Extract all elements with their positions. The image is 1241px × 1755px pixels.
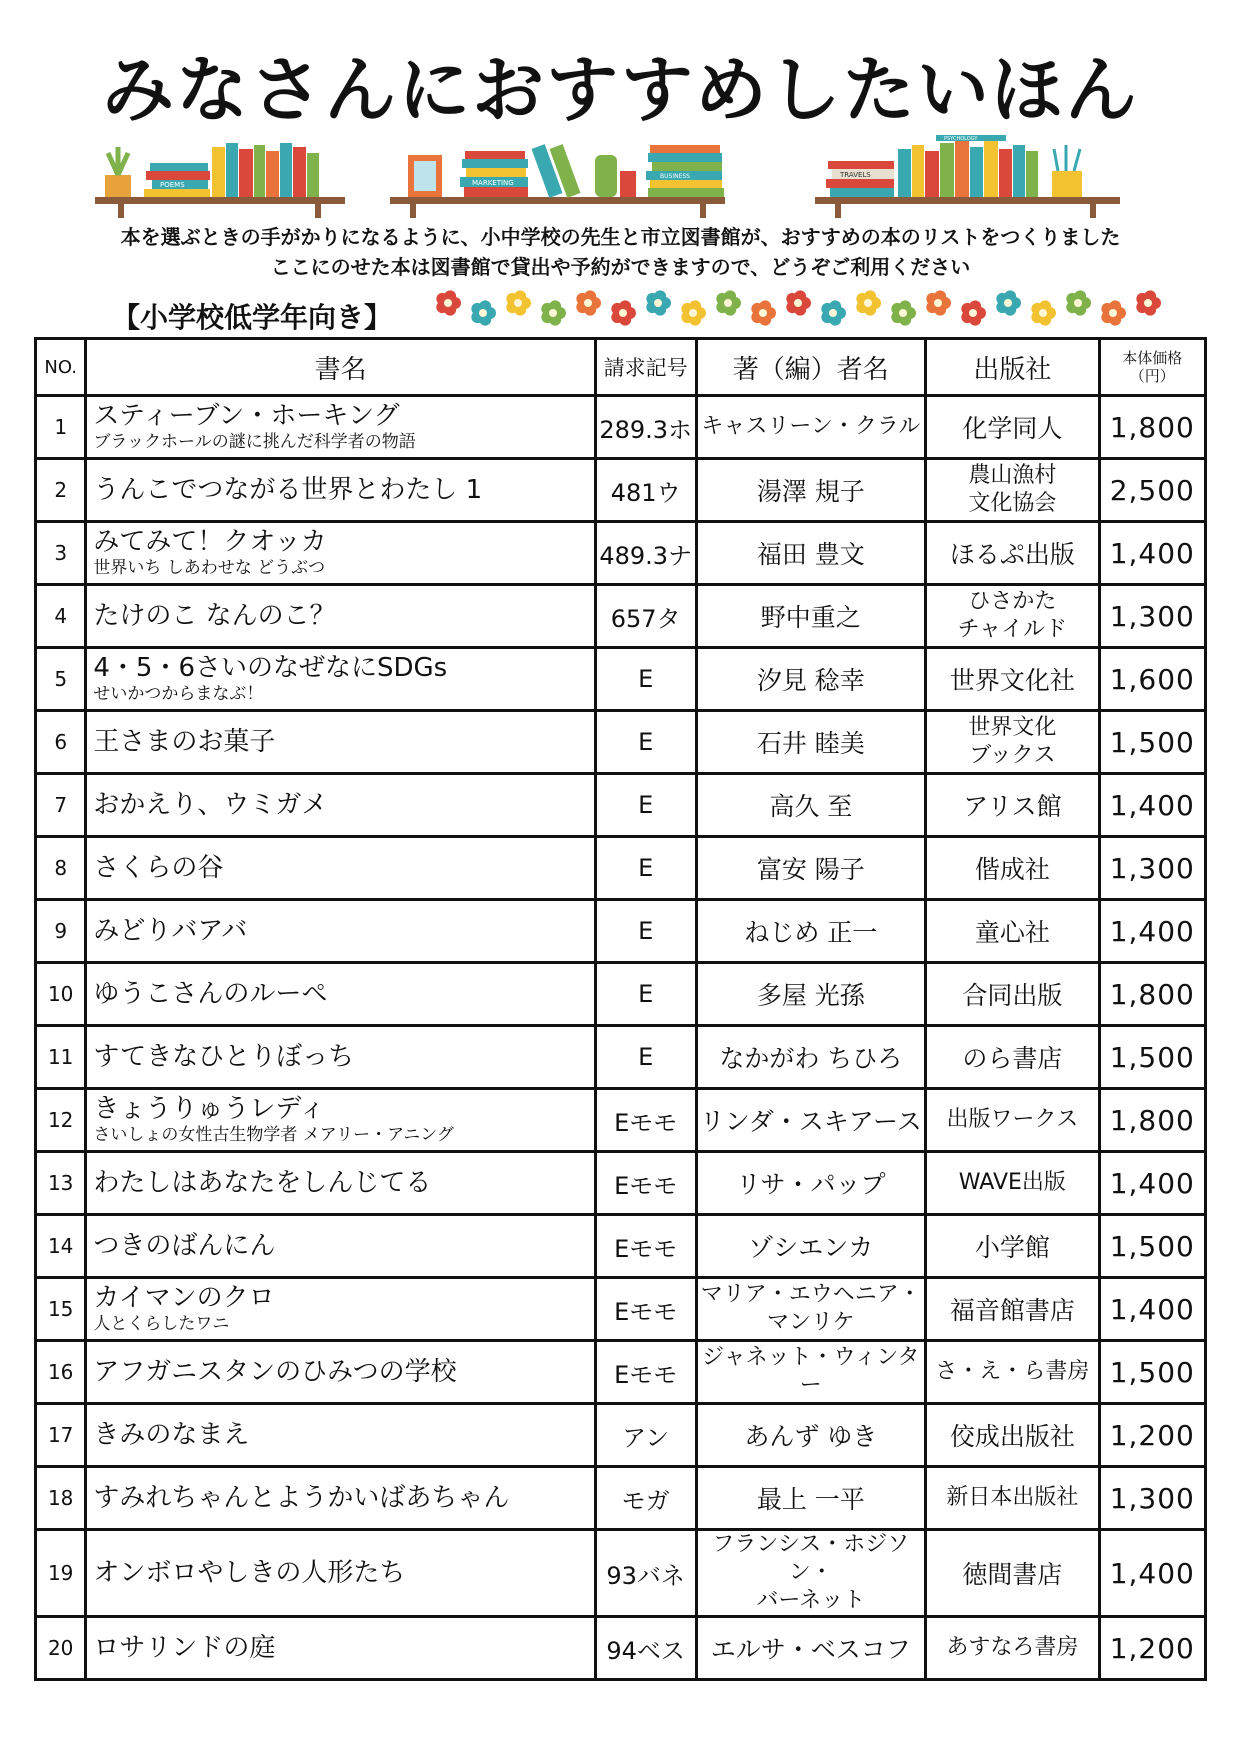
flower-icon	[786, 290, 811, 315]
author-cell	[696, 1404, 926, 1467]
author-name: マリア・エウヘニア・	[700, 1282, 921, 1307]
call-number: アン	[595, 1404, 696, 1467]
book-title: きみのなまえ	[93, 1420, 250, 1450]
header-publisher: 出版社	[926, 339, 1100, 396]
flower-icon	[436, 290, 461, 315]
row-number: 12	[36, 1089, 86, 1152]
shelf-label-business: BUSINESS	[660, 173, 690, 180]
publisher-name: WAVE出版	[958, 1170, 1066, 1195]
book-list-table	[34, 337, 1207, 1681]
publisher-cell	[926, 1617, 1100, 1680]
header-price-line1: 本体価格	[1122, 349, 1183, 367]
table-row	[36, 459, 1206, 522]
price: 1,200	[1099, 1617, 1205, 1680]
price: 1,800	[1099, 963, 1205, 1026]
author-name: 最上 一平	[756, 1485, 865, 1514]
table-row	[36, 1617, 1206, 1680]
author-name: 多屋 光孫	[756, 981, 865, 1010]
price: 1,300	[1099, 585, 1205, 648]
publisher-name: 合同出版	[962, 981, 1063, 1010]
intro-line-1: 本を選ぶときの手がかりになるように、小中学校の先生と市立図書館が、おすすめの本のリストをつくりました	[120, 225, 1121, 249]
title-cell	[86, 837, 595, 900]
table-row	[36, 1404, 1206, 1467]
author-name: キャスリーン・クラル	[701, 414, 921, 439]
publisher-name: 偕成社	[974, 855, 1050, 884]
publisher-name: ひさかた	[968, 589, 1057, 614]
author-cell	[696, 837, 926, 900]
publisher-cell	[926, 522, 1100, 585]
table-row	[36, 1089, 1206, 1152]
row-number: 16	[36, 1341, 86, 1404]
table-row	[36, 1341, 1206, 1404]
flower-icon	[1136, 290, 1161, 315]
table-row	[36, 1215, 1206, 1278]
table-row	[36, 1467, 1206, 1530]
publisher-cell	[926, 459, 1100, 522]
author-cell	[696, 1026, 926, 1089]
publisher-name: 世界文化社	[949, 666, 1075, 695]
header-price	[1099, 339, 1205, 396]
publisher-name-line2: ブックス	[969, 743, 1056, 768]
publisher-name: あすなろ書房	[946, 1635, 1079, 1660]
call-number: 93バネ	[595, 1530, 696, 1617]
flower-icon	[926, 290, 951, 315]
title-cell	[86, 711, 595, 774]
author-name: 汐見 稔幸	[756, 666, 865, 695]
table-row	[36, 711, 1206, 774]
book-title: すてきなひとりぼっち	[93, 1042, 355, 1072]
table-row	[36, 585, 1206, 648]
call-number: 481ウ	[595, 459, 696, 522]
book-title: きょうりゅうレディ	[93, 1094, 326, 1124]
author-name: ねじめ 正一	[744, 918, 878, 947]
call-number: 289.3ホ	[595, 396, 696, 459]
page-title: みなさんにおすすめしたいほん	[102, 48, 1139, 132]
flower-icon	[1101, 300, 1126, 325]
title-cell	[86, 1341, 595, 1404]
publisher-name: 出版ワークス	[946, 1107, 1079, 1132]
publisher-cell	[926, 1026, 1100, 1089]
intro-line-2: ここにのせた本は図書館で貸出や予約ができますので、どうぞご利用ください	[270, 255, 971, 279]
table-row	[36, 1152, 1206, 1215]
author-name-line2: バーネット	[756, 1588, 866, 1613]
publisher-name: さ・え・ら書房	[935, 1359, 1090, 1384]
call-number: Eモモ	[595, 1089, 696, 1152]
publisher-cell	[926, 648, 1100, 711]
intro-text	[0, 222, 1241, 282]
flower-icon	[751, 300, 776, 325]
flower-icon	[576, 290, 601, 315]
shelf-label-marketing: MARKETING	[472, 179, 514, 187]
price: 1,600	[1099, 648, 1205, 711]
call-number: Eモモ	[595, 1278, 696, 1341]
price: 1,500	[1099, 1215, 1205, 1278]
price: 1,800	[1099, 1089, 1205, 1152]
author-name: 高久 至	[769, 792, 853, 821]
publisher-cell	[926, 1278, 1100, 1341]
title-cell	[86, 1404, 595, 1467]
publisher-cell	[926, 963, 1100, 1026]
flower-icon	[541, 300, 566, 325]
publisher-cell	[926, 1530, 1100, 1617]
title-cell	[86, 1467, 595, 1530]
publisher-cell	[926, 900, 1100, 963]
publisher-cell	[926, 1467, 1100, 1530]
flower-icon	[891, 300, 916, 325]
flower-icon	[856, 290, 881, 315]
table-row	[36, 396, 1206, 459]
row-number: 8	[36, 837, 86, 900]
publisher-cell	[926, 774, 1100, 837]
author-name: リンダ・スキアース	[699, 1107, 922, 1136]
author-cell	[696, 522, 926, 585]
author-cell	[696, 1278, 926, 1341]
flower-icon	[1066, 290, 1091, 315]
publisher-cell	[926, 1152, 1100, 1215]
publisher-name: 新日本出版社	[946, 1485, 1079, 1510]
price: 2,500	[1099, 459, 1205, 522]
call-number: E	[595, 774, 696, 837]
book-title: うんこでつながる世界とわたし 1	[93, 475, 483, 505]
book-title: つきのばんにん	[93, 1231, 276, 1261]
row-number: 13	[36, 1152, 86, 1215]
table-row	[36, 1530, 1206, 1617]
row-number: 19	[36, 1530, 86, 1617]
bookshelf-illustration	[0, 135, 1241, 220]
table-row	[36, 648, 1206, 711]
book-title: みどりバアバ	[93, 916, 248, 946]
author-cell	[696, 1152, 926, 1215]
row-number: 11	[36, 1026, 86, 1089]
row-number: 6	[36, 711, 86, 774]
price: 1,500	[1099, 711, 1205, 774]
author-cell	[696, 711, 926, 774]
table-row	[36, 963, 1206, 1026]
header-author: 著（編）者名	[696, 339, 926, 396]
table-row	[36, 900, 1206, 963]
book-title: たけのこ なんのこ？	[93, 601, 336, 631]
title-cell	[86, 459, 595, 522]
book-title: わたしはあなたをしんじてる	[93, 1168, 432, 1198]
author-name: なかがわ ちひろ	[719, 1044, 903, 1073]
publisher-cell	[926, 1089, 1100, 1152]
header-call-number: 請求記号	[595, 339, 696, 396]
publisher-name: 佼成出版社	[949, 1422, 1075, 1451]
call-number: E	[595, 900, 696, 963]
price: 1,400	[1099, 900, 1205, 963]
shelf-label-poems: POEMS	[160, 181, 185, 189]
author-cell	[696, 1089, 926, 1152]
row-number: 10	[36, 963, 86, 1026]
call-number: Eモモ	[595, 1152, 696, 1215]
call-number: 94ベス	[595, 1617, 696, 1680]
author-name: 石井 睦美	[756, 729, 865, 758]
author-name: リサ・パップ	[736, 1170, 886, 1199]
publisher-name: 徳間書店	[962, 1560, 1063, 1589]
book-title: さくらの谷	[93, 853, 224, 883]
author-name: あんず ゆき	[744, 1422, 878, 1451]
title-cell	[86, 585, 595, 648]
book-title: スティーブン・ホーキング	[93, 401, 400, 431]
book-title: カイマンのクロ	[93, 1283, 275, 1313]
title-cell	[86, 522, 595, 585]
price: 1,400	[1099, 1530, 1205, 1617]
flower-decoration	[430, 285, 1190, 333]
author-cell	[696, 1617, 926, 1680]
book-subtitle: せいかつからまなぶ！	[93, 684, 264, 704]
publisher-cell	[926, 585, 1100, 648]
flower-icon	[611, 300, 636, 325]
publisher-cell	[926, 711, 1100, 774]
price: 1,200	[1099, 1404, 1205, 1467]
title-cell	[86, 900, 595, 963]
book-subtitle: 人とくらしたワニ	[93, 1314, 230, 1334]
row-number: 2	[36, 459, 86, 522]
publisher-name: ほるぷ出版	[949, 540, 1075, 569]
publisher-name: 農山漁村	[968, 463, 1057, 488]
publisher-name-line2: チャイルド	[957, 617, 1067, 642]
book-subtitle: さいしょの女性古生物学者 メアリー・アニング	[93, 1125, 454, 1145]
price: 1,400	[1099, 1278, 1205, 1341]
row-number: 4	[36, 585, 86, 648]
book-title: オンボロやしきの人形たち	[93, 1558, 406, 1588]
price: 1,800	[1099, 396, 1205, 459]
price: 1,500	[1099, 1026, 1205, 1089]
call-number: 657タ	[595, 585, 696, 648]
flower-icon	[471, 300, 496, 325]
header-title: 書名	[86, 339, 595, 396]
row-number: 14	[36, 1215, 86, 1278]
publisher-name-line2: 文化協会	[968, 491, 1057, 516]
call-number: E	[595, 1026, 696, 1089]
publisher-cell	[926, 837, 1100, 900]
author-cell	[696, 1530, 926, 1617]
shelf-label-travels: TRAVELS	[840, 171, 871, 179]
author-name: エルサ・ベスコフ	[710, 1635, 911, 1664]
author-cell	[696, 774, 926, 837]
author-cell	[696, 1467, 926, 1530]
table-row	[36, 1026, 1206, 1089]
publisher-name: 世界文化	[968, 715, 1057, 740]
author-cell	[696, 1215, 926, 1278]
book-title: ゆうこさんのルーペ	[93, 979, 328, 1009]
title-cell	[86, 774, 595, 837]
publisher-name: 福音館書店	[949, 1296, 1075, 1325]
publisher-cell	[926, 1404, 1100, 1467]
table-row	[36, 522, 1206, 585]
book-title: 王さまのお菓子	[93, 727, 276, 757]
title-cell	[86, 648, 595, 711]
author-name: ゾシエンカ	[748, 1233, 874, 1262]
publisher-name: 小学館	[974, 1233, 1050, 1262]
book-title: 4・5・6さいのなぜなにSDGs	[93, 653, 448, 683]
price: 1,300	[1099, 837, 1205, 900]
call-number: モガ	[595, 1467, 696, 1530]
author-name: ジャネット・ウィンター	[702, 1345, 920, 1398]
book-subtitle: 世界いち しあわせな どうぶつ	[93, 558, 326, 578]
book-title: みてみて！クオッカ	[93, 527, 327, 557]
publisher-name: アリス館	[963, 792, 1062, 821]
author-cell	[696, 585, 926, 648]
call-number: Eモモ	[595, 1215, 696, 1278]
title-cell	[86, 1152, 595, 1215]
table-row	[36, 1278, 1206, 1341]
publisher-cell	[926, 396, 1100, 459]
row-number: 17	[36, 1404, 86, 1467]
author-name: 富安 陽子	[756, 855, 865, 884]
flower-icon	[996, 290, 1021, 315]
author-name-line2: マンリケ	[767, 1310, 855, 1335]
title-cell	[86, 1215, 595, 1278]
author-cell	[696, 963, 926, 1026]
header-price-line2: （円）	[1129, 367, 1175, 385]
row-number: 7	[36, 774, 86, 837]
row-number: 9	[36, 900, 86, 963]
title-cell	[86, 1278, 595, 1341]
flower-icon	[1031, 300, 1056, 325]
publisher-name: 童心社	[974, 918, 1050, 947]
publisher-cell	[926, 1215, 1100, 1278]
author-cell	[696, 648, 926, 711]
author-cell	[696, 1341, 926, 1404]
book-title: すみれちゃんとようかいばあちゃん	[93, 1483, 510, 1513]
row-number: 5	[36, 648, 86, 711]
book-title: アフガニスタンのひみつの学校	[93, 1357, 457, 1387]
row-number: 15	[36, 1278, 86, 1341]
title-cell	[86, 963, 595, 1026]
flower-icon	[646, 290, 671, 315]
title-cell	[86, 1617, 595, 1680]
book-subtitle: ブラックホールの謎に挑んだ科学者の物語	[93, 432, 416, 452]
flower-icon	[506, 290, 531, 315]
call-number: E	[595, 648, 696, 711]
table-row	[36, 837, 1206, 900]
row-number: 1	[36, 396, 86, 459]
author-cell	[696, 459, 926, 522]
call-number: 489.3ナ	[595, 522, 696, 585]
price: 1,400	[1099, 522, 1205, 585]
title-cell	[86, 1026, 595, 1089]
flower-icon	[681, 300, 706, 325]
book-title: ロサリンドの庭	[93, 1633, 276, 1663]
author-name: 湯澤 規子	[756, 477, 865, 506]
publisher-name: のら書店	[962, 1044, 1063, 1073]
call-number: Eモモ	[595, 1341, 696, 1404]
call-number: E	[595, 711, 696, 774]
price: 1,500	[1099, 1341, 1205, 1404]
publisher-cell	[926, 1341, 1100, 1404]
author-name: 野中重之	[760, 603, 861, 632]
table-row	[36, 774, 1206, 837]
row-number: 20	[36, 1617, 86, 1680]
flower-icon	[821, 300, 846, 325]
title-cell	[86, 1530, 595, 1617]
flower-icon	[961, 300, 986, 325]
price: 1,300	[1099, 1467, 1205, 1530]
author-cell	[696, 396, 926, 459]
row-number: 18	[36, 1467, 86, 1530]
call-number: E	[595, 837, 696, 900]
shelf-label-psychology: PSYCHOLOGY	[944, 136, 978, 142]
price: 1,400	[1099, 1152, 1205, 1215]
title-cell	[86, 1089, 595, 1152]
author-name: 福田 豊文	[756, 540, 865, 569]
section-title: 【小学校低学年向き】	[112, 301, 393, 334]
call-number: E	[595, 963, 696, 1026]
flower-icon	[716, 290, 741, 315]
table-header-row	[36, 339, 1206, 396]
header-no: NO.	[36, 339, 86, 396]
title-cell	[86, 396, 595, 459]
author-cell	[696, 900, 926, 963]
book-title: おかえり、ウミガメ	[93, 790, 328, 820]
author-name: フランシス・ホジソン・	[712, 1532, 910, 1585]
publisher-name: 化学同人	[962, 414, 1063, 443]
price: 1,400	[1099, 774, 1205, 837]
row-number: 3	[36, 522, 86, 585]
